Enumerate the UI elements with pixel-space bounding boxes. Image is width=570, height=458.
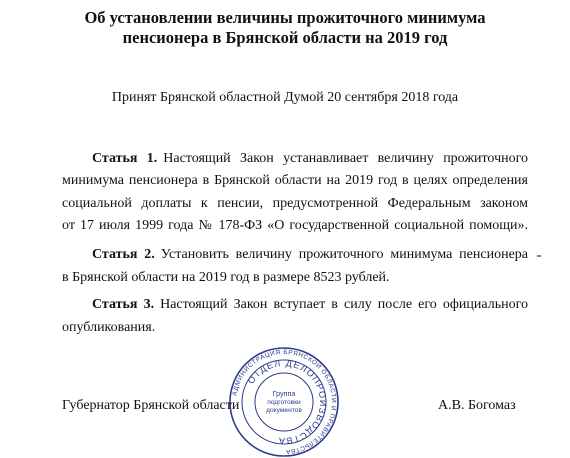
article-3-line-1 xyxy=(92,296,528,314)
article-3-line-2: опубликования. xyxy=(62,320,156,335)
article-1-line-1 xyxy=(92,150,528,168)
document-title xyxy=(0,8,570,48)
stamp-ring-text: ОТДЕЛ ДЕЛОПРОИЗВОДСТВА xyxy=(245,357,329,447)
article-1-text-1: Настоящий Закон устанавливает величину прожиточного xyxy=(163,151,528,166)
adoption-note: Принят Брянской областной Думой 20 сентября 2018 года xyxy=(111,90,459,105)
signature-name: А.В. Богомаз xyxy=(438,398,516,413)
official-stamp xyxy=(228,346,340,458)
article-1-line-2: минимума пенсионера в Брянской области на 2019 год в целях определения xyxy=(62,173,528,188)
title-line-2: пенсионера в Брянской области на 2019 год xyxy=(122,28,448,47)
article-2-line-1 xyxy=(92,246,528,264)
stamp-center-1: Группа xyxy=(272,389,296,398)
article-2-line-2: в Брянской области на 2019 год в размере 8523 рублей. xyxy=(62,270,390,285)
stamp-center-3: документов xyxy=(266,407,302,414)
title-line-1: Об установлении величины прожиточного минимума xyxy=(84,8,486,27)
stamp-center-2: подготовки xyxy=(267,399,301,406)
article-3-label: Статья 3. xyxy=(92,297,155,312)
article-1-line-3: социальной доплаты к пенсии, предусмотренной Федеральным законом xyxy=(62,196,528,211)
article-1-label: Статья 1. xyxy=(92,151,158,166)
article-1-line-4: от 17 июля 1999 года № 178-ФЗ «О государственной социальной помощи». xyxy=(62,218,528,233)
signature-position: Губернатор Брянской области xyxy=(62,398,240,413)
article-3-text-1: Настоящий Закон вступает в силу после его официального xyxy=(160,297,529,312)
stamp-outer-text: АДМИНИСТРАЦИЯ БРЯНСКОЙ ОБЛАСТИ И ПРАВИТЕЛЬСТВА xyxy=(231,348,338,456)
scan-mark xyxy=(537,255,541,257)
article-2-text-1: Установить величину прожиточного минимума пенсионера xyxy=(160,247,528,262)
article-2-label: Статья 2. xyxy=(92,247,155,262)
